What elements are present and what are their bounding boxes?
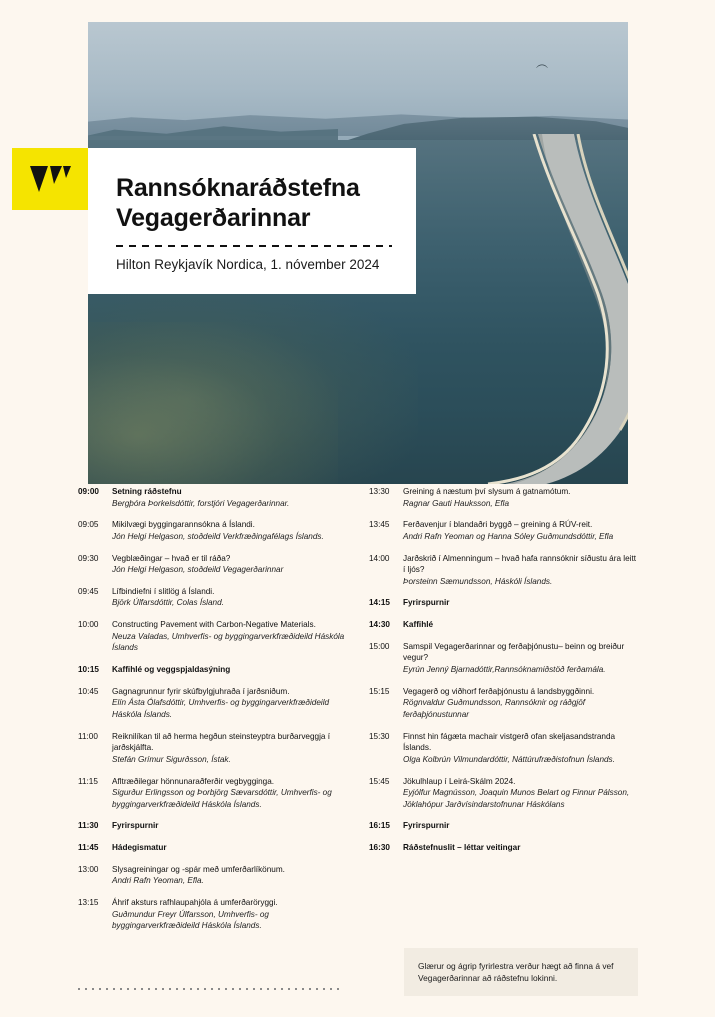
program-entry-time: 09:30	[78, 553, 99, 563]
program-entry	[369, 619, 638, 631]
program-entry-speaker: Elín Ásta Ólafsdóttir, Umhverfis- og byggingarverkfræðideild Háskóla Íslands.	[112, 698, 330, 719]
program-entry-title: Kaffihlé	[403, 620, 434, 630]
program-entry-time: 15:30	[369, 731, 390, 741]
program-entry-title: Hádegismatur	[112, 843, 167, 853]
program-entry	[369, 597, 638, 609]
program-entry	[78, 519, 347, 542]
program-entry-speaker: Jón Helgi Helgason, stoðdeild Verkfræðingafélags Íslands.	[112, 531, 324, 541]
program-entry-body	[403, 820, 638, 832]
program-entry-speaker: Stefán Grímur Sigurðsson, Ístak.	[112, 754, 231, 764]
program-entry-body	[403, 842, 638, 854]
program-entry-body	[403, 486, 638, 509]
vegagerdin-logo	[12, 148, 88, 210]
program-entry-time: 10:45	[78, 686, 99, 696]
program-entry-time: 14:00	[369, 553, 390, 563]
title-line-2: Vegagerðarinnar	[116, 203, 311, 232]
bird-icon: ︵	[536, 56, 549, 70]
program-entry-time: 15:00	[369, 641, 390, 651]
program-entry-speaker: Eyjólfur Magnússon, Joaquin Munos Belart og Finnur Pálsson, Jöklahópur Jarðvísindarstofnunar Háskólans	[403, 788, 630, 809]
program-entry-time: 14:15	[369, 598, 390, 608]
program-entry-title: Finnst hin fágæta machair vistgerð ofan skeljasandstranda Íslands.	[403, 731, 616, 753]
program-entry-time: 13:15	[78, 898, 99, 908]
program-entry-title: Lífbindiefni í slitlög á Íslandi.	[112, 586, 215, 596]
program-entry	[78, 619, 347, 654]
program-entry-body	[112, 519, 347, 542]
program-entry	[369, 686, 638, 721]
program-entry	[369, 553, 638, 588]
program-entry-time: 16:15	[369, 821, 390, 831]
program-entry-title: Vegagerð og viðhorf ferðaþjónustu á landsbyggðinni.	[403, 686, 595, 696]
causeway-road	[388, 134, 628, 484]
program-entry	[78, 820, 347, 832]
program-entry-body	[112, 586, 347, 609]
program-entry-title: Fyrirspurnir	[403, 598, 450, 608]
program-entry-title: Jarðskrið í Almenningum – hvað hafa rannsóknir síðustu ára leitt í ljós?	[403, 553, 637, 575]
program-entry-speaker: Rögnvaldur Guðmundsson, Rannsóknir og ráðgjöf ferðaþjónustunnar	[403, 698, 586, 719]
program-entry-title: Setning ráðstefnu	[112, 487, 182, 496]
program-entry-body	[112, 864, 347, 887]
program-entry-title: Vegblæðingar – hvað er til ráða?	[112, 553, 231, 563]
program-entry-title: Greining á næstum því slysum á gatnamótum.	[403, 487, 571, 496]
program-entry-body	[112, 486, 347, 509]
program-entry	[78, 486, 347, 509]
program-entry-title: Gagnagrunnur fyrir skúfbylgjuhraða í jarðsniðum.	[112, 686, 290, 696]
program-entry-time: 11:00	[78, 731, 98, 741]
program-entry	[369, 776, 638, 811]
program-entry	[78, 776, 347, 811]
program-entry-title: Constructing Pavement with Carbon-Negative Materials.	[112, 620, 316, 630]
program-entry-body	[403, 553, 638, 588]
program-entry-time: 10:00	[78, 620, 99, 630]
title-card	[88, 148, 416, 294]
program-entry-title: Ferðavenjur í blandaðri byggð – greining á RÚV-reit.	[403, 520, 593, 530]
program-entry-body	[112, 553, 347, 576]
program-entry-body	[112, 686, 347, 721]
program-column-left	[78, 486, 347, 942]
program-entry-body	[403, 731, 638, 766]
program-entry-speaker: Guðmundur Freyr Úlfarsson, Umhverfis- og byggingarverkfræðideild Háskóla Íslands.	[112, 909, 269, 931]
program-schedule	[78, 486, 638, 942]
program-entry-body	[403, 641, 638, 676]
program-entry	[369, 641, 638, 676]
program-entry-time: 11:30	[78, 821, 99, 831]
program-entry-speaker: Þorsteinn Sæmundsson, Háskóli Íslands.	[403, 576, 553, 586]
program-entry-title: Fyrirspurnir	[403, 821, 450, 831]
title-divider	[116, 245, 392, 247]
program-entry-time: 13:45	[369, 520, 390, 530]
program-entry-title: Áhrif aksturs rafhlaupahjóla á umferðaröryggi.	[112, 898, 278, 908]
program-entry-title: Slysagreiningar og -spár með umferðarlíkönum.	[112, 864, 285, 874]
program-entry	[78, 686, 347, 721]
program-entry-speaker: Olga Kolbrún Vilmundardóttir, Náttúrufræðistofnun Íslands.	[403, 754, 615, 764]
program-entry	[78, 586, 347, 609]
program-entry	[369, 519, 638, 542]
program-entry	[78, 842, 347, 854]
program-entry-speaker: Eyrún Jenný Bjarnadóttir,Rannsóknamiðstöð ferðamála.	[403, 665, 606, 675]
program-entry-body	[112, 842, 347, 854]
program-entry-time: 16:30	[369, 843, 390, 853]
program-entry	[78, 897, 347, 932]
program-entry-body	[112, 664, 347, 676]
program-entry-title: Ráðstefnuslit – léttar veitingar	[403, 843, 521, 853]
footer-note	[404, 948, 638, 996]
program-column-right	[369, 486, 638, 942]
bottom-dotted-divider	[78, 988, 342, 990]
program-entry-speaker: Neuza Valadas, Umhverfis- og byggingarverkfræðideild Háskóla Íslands	[112, 631, 345, 653]
program-entry-speaker: Andri Rafn Yeoman, Efla.	[112, 876, 204, 886]
page-title	[116, 174, 392, 233]
program-entry-body	[112, 619, 347, 654]
program-entry	[369, 842, 638, 854]
program-entry-title: Samspil Vegagerðarinnar og ferðaþjónustu– beinn og breiður vegur?	[403, 641, 625, 663]
program-entry-time: 14:30	[369, 620, 390, 630]
event-subtitle: Hilton Reykjavík Nordica, 1. nóvember 2024	[116, 257, 380, 272]
program-entry-time: 13:00	[78, 864, 99, 874]
program-entry	[369, 486, 638, 509]
program-entry-time: 09:05	[78, 520, 99, 530]
program-entry-time: 15:45	[369, 776, 390, 786]
program-entry-speaker: Björk Úlfarsdóttir, Colas Ísland.	[112, 598, 224, 608]
program-entry-speaker: Jón Helgi Helgason, stoðdeild Vegagerðarinnar	[112, 565, 284, 575]
program-entry-body	[112, 731, 347, 766]
title-line-1: Rannsóknaráðstefna	[116, 174, 360, 202]
shallow-water-sand	[88, 322, 338, 484]
program-entry-title: Fyrirspurnir	[112, 821, 159, 831]
program-entry-title: Jökulhlaup í Leirá-Skálm 2024.	[403, 776, 516, 786]
program-entry-time: 09:00	[78, 487, 99, 496]
program-entry-time: 10:15	[78, 665, 99, 675]
program-entry-time: 09:45	[78, 586, 99, 596]
program-entry-body	[112, 820, 347, 832]
program-entry-body	[403, 519, 638, 542]
program-entry-body	[403, 597, 638, 609]
program-entry-body	[403, 776, 638, 811]
program-entry-time: 15:15	[369, 686, 390, 696]
program-entry-time: 13:30	[369, 487, 390, 496]
program-entry-speaker: Andri Rafn Yeoman og Hanna Sóley Guðmundsdóttir, Efla	[403, 531, 614, 541]
program-entry-title: Afltræðilegar hönnunaraðferðir vegbygginga.	[112, 776, 275, 786]
program-entry-time: 11:45	[78, 843, 99, 853]
program-entry	[369, 820, 638, 832]
program-entry	[78, 864, 347, 887]
program-entry-body	[403, 619, 638, 631]
program-entry-body	[403, 686, 638, 721]
program-entry	[78, 553, 347, 576]
program-entry	[78, 731, 347, 766]
program-entry	[78, 664, 347, 676]
program-entry-speaker: Bergþóra Þorkelsdóttir, forstjóri Vegagerðarinnar.	[112, 498, 290, 508]
program-entry-speaker: Ragnar Gauti Hauksson, Efla	[403, 498, 510, 508]
program-entry-speaker: Sigurður Erlingsson og Þorbjörg Sævarsdóttir, Umhverfis- og byggingarverkfræðideild Háskóla Íslands.	[112, 788, 332, 809]
program-entry	[369, 731, 638, 766]
program-entry-title: Reiknilíkan til að herma hegðun steinsteyptra burðarveggja í jarðskjálfta.	[112, 731, 331, 753]
footer-note-text: Glærur og ágrip fyrirlestra verður hægt að finna á vef Vegagerðarinnar að ráðstefnu lokinni.	[418, 961, 614, 984]
program-entry-time: 11:15	[78, 776, 98, 786]
program-entry-title: Kaffihlé og veggspjaldasýning	[112, 665, 231, 675]
program-entry-body	[112, 897, 347, 932]
program-entry-body	[112, 776, 347, 811]
program-entry-title: Mikilvægi byggingarannsókna á Íslandi.	[112, 520, 255, 530]
